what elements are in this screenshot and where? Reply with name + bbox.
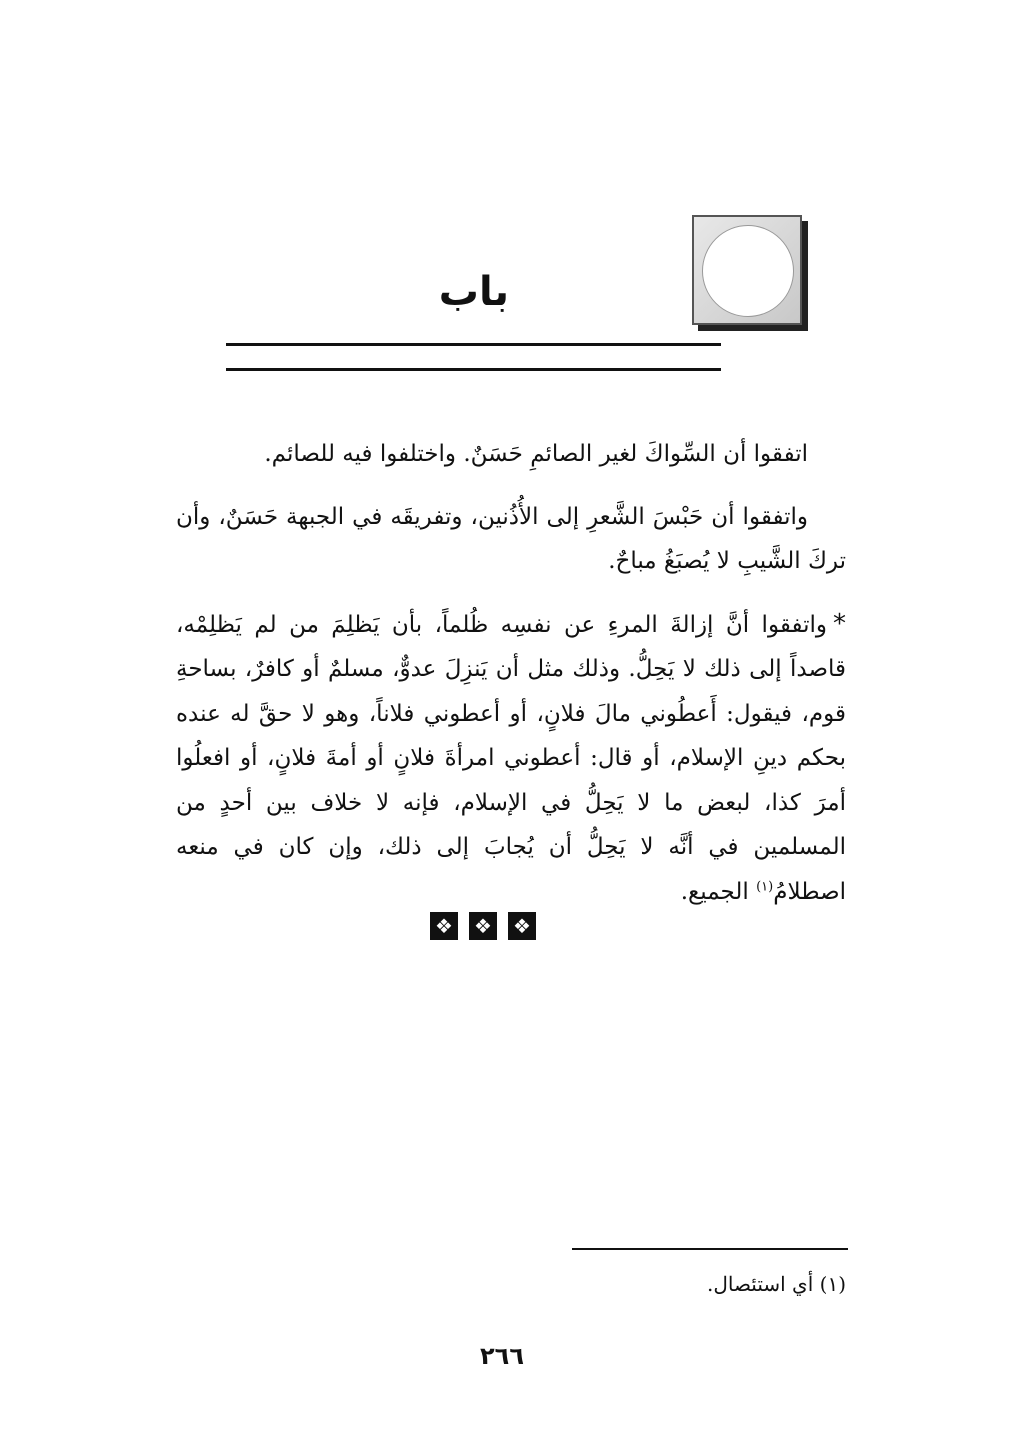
page-number: ٢٦٦ — [480, 1342, 524, 1370]
paragraph-3-text-end: الجميع. — [680, 878, 757, 905]
ornament-glyph-icon: ❖ — [469, 912, 497, 940]
ornament-glyph-icon: ❖ — [430, 912, 458, 940]
footnote-number: (١) — [819, 1272, 846, 1296]
footnote-rule — [572, 1248, 848, 1250]
paragraph-2-text: واتفقوا أن حَبْسَ الشَّعرِ إلى الأُذُنين، وتفريقَه في الجبهة حَسَنٌ، وأن تركَ الشَّيبِ لا يُصبَغُ مباحٌ. — [176, 503, 846, 574]
asterisk-marker: * — [833, 608, 846, 639]
title-rule-top — [226, 343, 721, 346]
body-text — [176, 432, 846, 932]
title-rule-bottom — [226, 368, 721, 371]
paragraph-3-text: واتفقوا أنَّ إزالةَ المرءِ عن نفسِه ظُلماً، بأن يَظلِمَ من لم يَظلِمْه، قاصداً إلى ذلك لا يَحِلُّ. وذلك مثل أن يَنزِلَ عدوٌّ، مسلمٌ أو كافرٌ، بساحةِ قوم، فيقول: أَعطُوني مالَ فلانٍ، أو أعطوني فلاناً، وهو لا حقَّ له عنده بحكم دينِ الإسلام، أو قال: أعطوني امرأةَ فلانٍ أو أمةَ فلانٍ، أو افعلُوا أمرَ كذا، لبعض ما لا يَحِلُّ في الإسلام، فإنه لا خلاف بين أحدٍ من المسلمين في أنَّه لا يَحِلُّ أن يُجابَ إلى ذلك، وإن كان في منعه اصطلامُ — [176, 611, 846, 905]
paragraph-1-text: اتفقوا أن السِّواكَ لغير الصائمِ حَسَنٌ. واختلفوا فيه للصائم. — [264, 441, 808, 467]
chapter-title: باب — [438, 269, 509, 315]
paragraph-3 — [176, 602, 846, 915]
footnote-1 — [707, 1266, 846, 1302]
footnote-reference[interactable]: (١) — [756, 878, 774, 894]
paragraph-1 — [176, 432, 846, 477]
ornament-circle — [702, 225, 794, 317]
ornament-glyph-icon: ❖ — [508, 912, 536, 940]
chapter-ornament — [692, 215, 802, 325]
footnote-text: أي استئصال. — [706, 1272, 814, 1296]
paragraph-2 — [176, 495, 846, 584]
section-separator — [430, 912, 536, 942]
